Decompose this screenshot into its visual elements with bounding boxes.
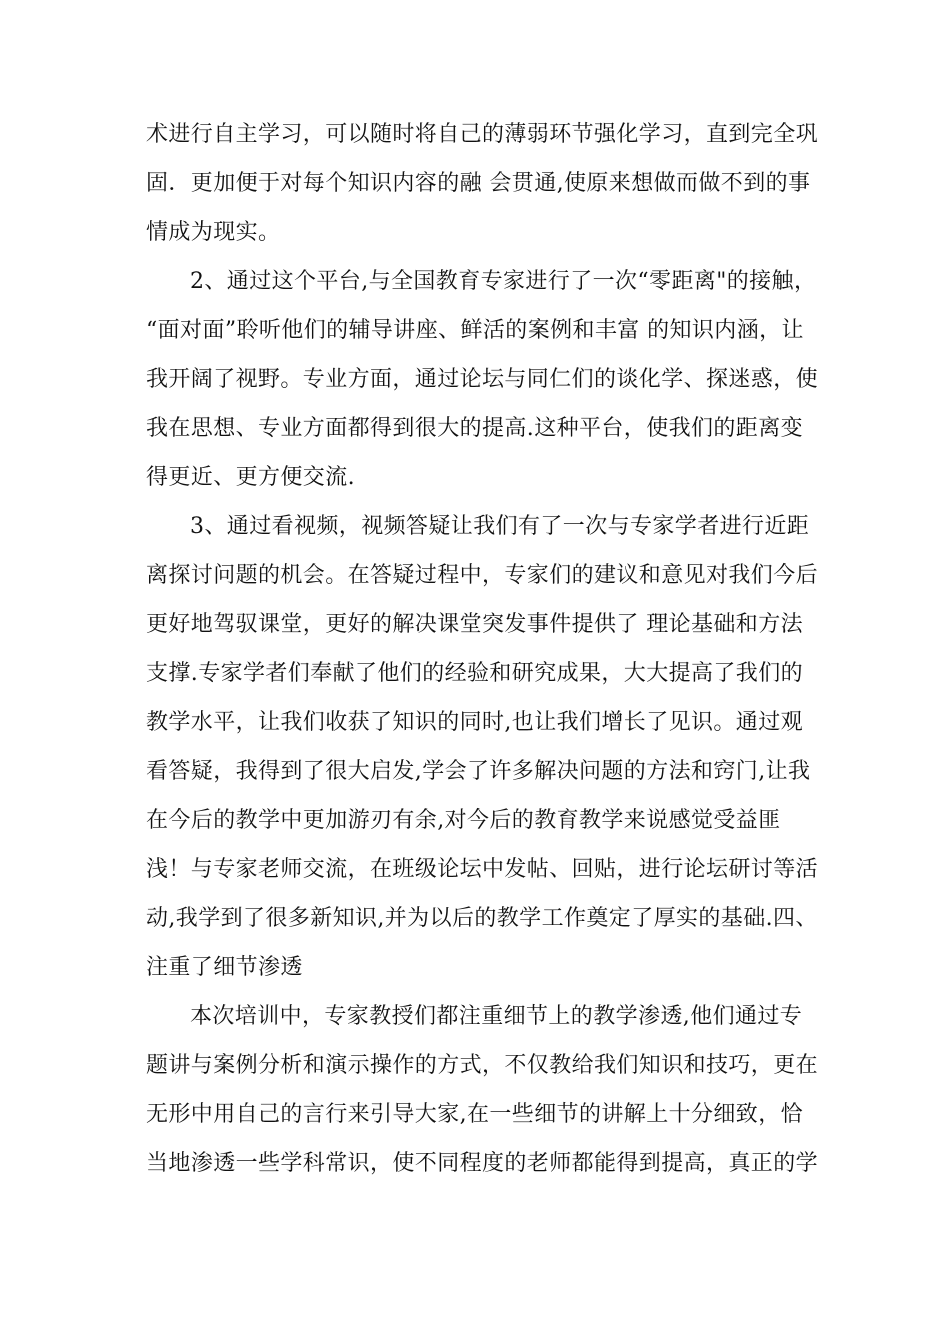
text-line: “面对面”聆听他们的辅导讲座、鲜活的案例和丰富 的知识内涵，让	[146, 318, 804, 343]
text-line: 看答疑，我得到了很大启发,学会了许多解决问题的方法和窍门,让我	[146, 759, 811, 784]
section-heading-line: 注重了细节渗透	[146, 955, 303, 980]
text-line: 我开阔了视野。专业方面，通过论坛与同仁们的谈化学、探迷惑，使	[146, 367, 819, 392]
document-page	[146, 110, 819, 1188]
text-line: 无形中用自己的言行来引导大家,在一些细节的讲解上十分细致，恰	[146, 1102, 803, 1127]
text-line: 浅！与专家老师交流，在班级论坛中发帖、回贴，进行论坛研讨等活	[146, 857, 819, 882]
text-line: 动,我学到了很多新知识,并为以后的教学工作奠定了厚实的基础.四、	[146, 906, 818, 931]
text-line: 我在思想、专业方面都得到很大的提高.这种平台，使我们的距离变	[146, 416, 803, 441]
paragraph-start-line: 3、通过看视频，视频答疑让我们有了一次与专家学者进行近距	[190, 514, 810, 539]
text-line: 当地渗透一些学科常识，使不同程度的老师都能得到提高，真正的学	[146, 1151, 819, 1176]
text-line: 题讲与案例分析和演示操作的方式，不仅教给我们知识和技巧，更在	[146, 1053, 819, 1078]
paragraph-start-line: 2、通过这个平台,与全国教育专家进行了一次“零距离"的接触，	[190, 269, 817, 294]
text-line: 支撑.专家学者们奉献了他们的经验和研究成果，大大提高了我们的	[146, 661, 803, 686]
text-line: 术进行自主学习，可以随时将自己的薄弱环节强化学习，直到完全巩	[146, 122, 819, 147]
text-line: 离探讨问题的机会。在答疑过程中，专家们的建议和意见对我们今后	[146, 563, 819, 588]
text-line: 教学水平，让我们收获了知识的同时,也让我们增长了见识。通过观	[146, 710, 803, 735]
text-line: 得更近、更方便交流.	[146, 465, 355, 490]
text-line: 固．更加便于对每个知识内容的融 会贯通,使原来想做而做不到的事	[146, 171, 811, 196]
text-line: 情成为现实。	[146, 220, 281, 245]
text-line: 更好地驾驭课堂，更好的解决课堂突发事件提供了 理论基础和方法	[146, 612, 803, 637]
paragraph-start-line: 本次培训中，专家教授们都注重细节上的教学渗透,他们通过专	[190, 1004, 803, 1029]
text-line: 在今后的教学中更加游刃有余,对今后的教育教学来说感觉受益匪	[146, 808, 781, 833]
